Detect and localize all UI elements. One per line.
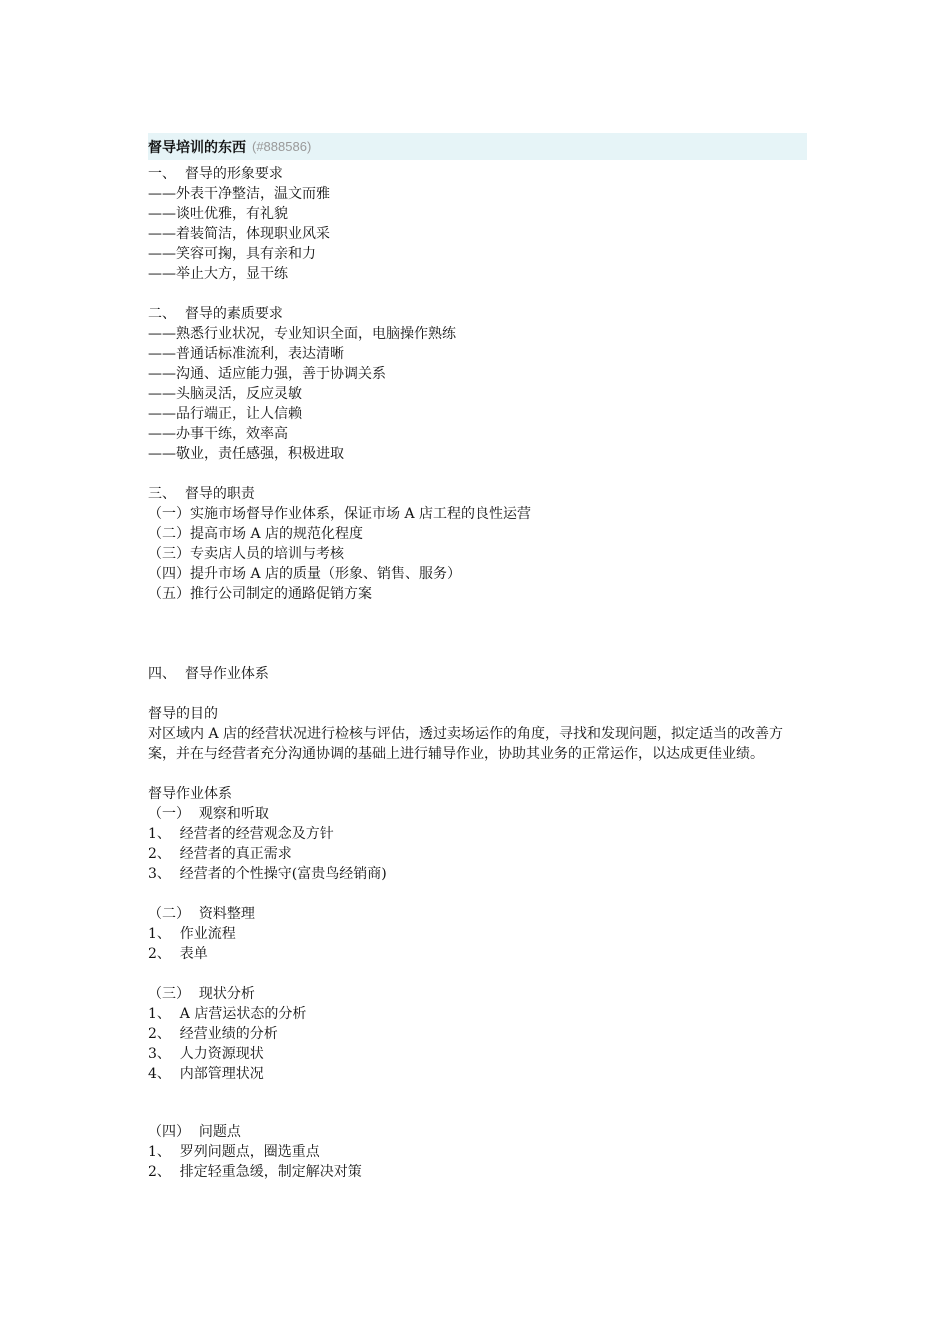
list-item: （三）专卖店人员的培训与考核 <box>148 546 344 562</box>
document-page <box>148 133 807 1182</box>
section-heading: 三、 督导的职责 <box>148 486 255 502</box>
document-title: 督导培训的东西 <box>148 139 246 156</box>
subsection-heading: （一） 观察和听取 <box>148 806 269 822</box>
list-item: ——熟悉行业状况，专业知识全面，电脑操作熟练 <box>148 326 456 342</box>
list-item: ——头脑灵活，反应灵敏 <box>148 386 302 402</box>
list-item: 2、 排定轻重急缓，制定解决对策 <box>148 1164 362 1180</box>
section-heading: 一、 督导的形象要求 <box>148 166 283 182</box>
list-item: 3、 人力资源现状 <box>148 1046 264 1062</box>
purpose-paragraph: 对区域内 A 店的经营状况进行检核与评估，透过卖场运作的角度，寻找和发现问题，拟定适当的改善方案，并在与经营者充分沟通协调的基础上进行辅导作业，协助其业务的正常运作，以达成更佳业绩。 <box>148 726 784 762</box>
list-item: （二）提高市场 A 店的规范化程度 <box>148 526 364 542</box>
section-heading: 四、 督导作业体系 <box>148 666 269 682</box>
list-item: ——外表干净整洁，温文而雅 <box>148 186 330 202</box>
list-item: ——举止大方，显干练 <box>148 266 288 282</box>
purpose-heading: 督导的目的 <box>148 706 218 722</box>
system-heading: 督导作业体系 <box>148 786 232 802</box>
list-item: 1、 罗列问题点，圈选重点 <box>148 1144 320 1160</box>
list-item: 2、 经营者的真正需求 <box>148 846 292 862</box>
list-item: ——沟通、适应能力强，善于协调关系 <box>148 366 386 382</box>
list-item: （五）推行公司制定的通路促销方案 <box>148 586 372 602</box>
title-bar <box>148 133 807 160</box>
list-item: ——谈吐优雅，有礼貌 <box>148 206 288 222</box>
list-item: ——敬业，责任感强，积极进取 <box>148 446 344 462</box>
list-item: ——办事干练，效率高 <box>148 426 288 442</box>
list-item: ——品行端正，让人信赖 <box>148 406 302 422</box>
subsection-heading: （二） 资料整理 <box>148 906 255 922</box>
list-item: 2、 经营业绩的分析 <box>148 1026 278 1042</box>
section-duties <box>148 484 807 604</box>
section-operation-system <box>148 664 807 1182</box>
list-item: ——普通话标准流利，表达清晰 <box>148 346 344 362</box>
section-heading: 二、 督导的素质要求 <box>148 306 283 322</box>
subsection-status-analysis <box>148 984 807 1084</box>
subsection-observe <box>148 804 807 884</box>
subsection-heading: （三） 现状分析 <box>148 986 255 1002</box>
subsection-heading: （四） 问题点 <box>148 1124 241 1140</box>
list-item: 2、 表单 <box>148 946 208 962</box>
list-item: ——着装简洁，体现职业风采 <box>148 226 330 242</box>
list-item: （一）实施市场督导作业体系，保证市场 A 店工程的良性运营 <box>148 506 532 522</box>
section-image-requirements <box>148 164 807 284</box>
document-id: (#888586) <box>252 139 312 154</box>
subsection-data-organize <box>148 904 807 964</box>
list-item: ——笑容可掬，具有亲和力 <box>148 246 316 262</box>
list-item: 1、 作业流程 <box>148 926 236 942</box>
list-item: 1、 A 店营运状态的分析 <box>148 1006 307 1022</box>
list-item: 4、 内部管理状况 <box>148 1066 264 1082</box>
subsection-problems <box>148 1122 807 1182</box>
list-item: 1、 经营者的经营观念及方针 <box>148 826 334 842</box>
section-quality-requirements <box>148 304 807 464</box>
list-item: 3、 经营者的个性操守(富贵鸟经销商) <box>148 866 387 882</box>
list-item: （四）提升市场 A 店的质量（形象、销售、服务） <box>148 566 462 582</box>
